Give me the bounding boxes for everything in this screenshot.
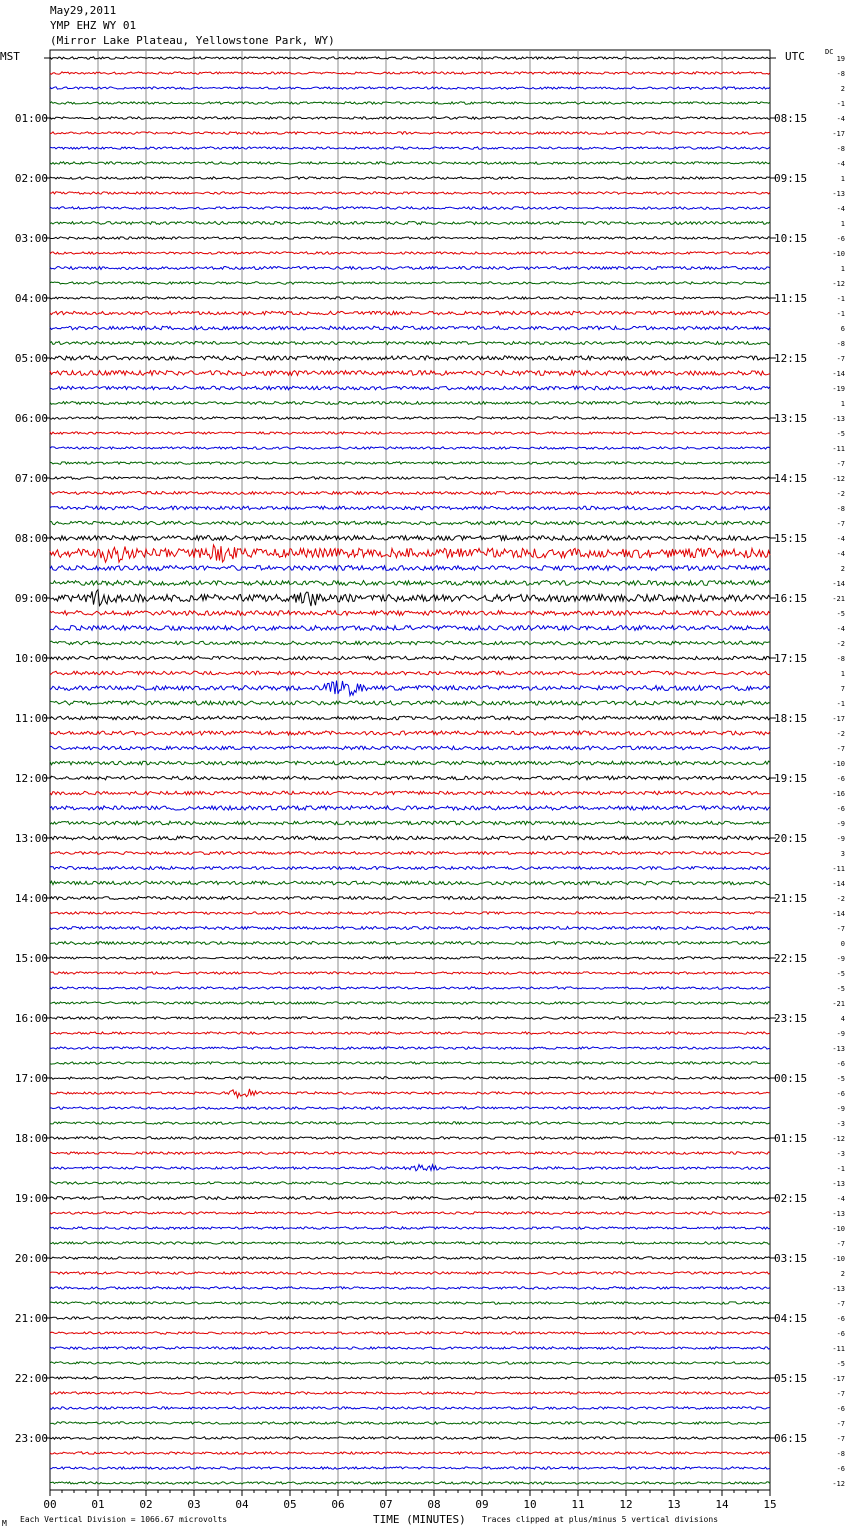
trace-line xyxy=(50,477,770,479)
mst-hour-label: 16:00 xyxy=(14,1012,48,1025)
trace-line xyxy=(50,282,770,284)
trace-line xyxy=(50,417,770,419)
dc-offset-label: -19 xyxy=(832,385,845,393)
dc-offset-label: 1 xyxy=(840,265,845,273)
dc-offset-label: -21 xyxy=(832,1000,845,1008)
footer-mark: M xyxy=(2,1519,7,1528)
utc-hour-label: 14:15 xyxy=(774,472,808,485)
dc-offset-label: -3 xyxy=(836,1120,845,1128)
mst-hour-label: 19:00 xyxy=(14,1192,48,1205)
trace-line xyxy=(50,72,770,74)
dc-offset-label: -12 xyxy=(832,1480,845,1488)
dc-offset-label: -5 xyxy=(836,610,845,618)
x-tick-label: 07 xyxy=(379,1498,393,1511)
dc-offset-label: -7 xyxy=(836,1390,845,1398)
dc-offset-label: -11 xyxy=(832,445,845,453)
trace-line xyxy=(50,177,770,179)
dc-offset-label: -4 xyxy=(836,550,845,558)
trace-line xyxy=(50,1137,770,1139)
trace-line xyxy=(50,1032,770,1034)
dc-offset-label: -10 xyxy=(832,1225,845,1233)
dc-offset-label: -6 xyxy=(836,775,845,783)
mst-hour-label: 20:00 xyxy=(14,1252,48,1265)
dc-offset-label: -2 xyxy=(836,490,845,498)
trace-line xyxy=(50,237,770,239)
trace-line xyxy=(50,1302,770,1304)
trace-line xyxy=(50,147,770,149)
trace-line xyxy=(50,852,770,855)
x-tick-label: 13 xyxy=(667,1498,681,1511)
dc-offset-label: -7 xyxy=(836,355,845,363)
trace-line xyxy=(50,1377,770,1379)
dc-offset-label: -14 xyxy=(832,910,845,918)
trace-line xyxy=(50,1452,770,1454)
dc-offset-label: -6 xyxy=(836,805,845,813)
dc-offset-label: -4 xyxy=(836,535,845,543)
dc-offset-label: -14 xyxy=(832,580,845,588)
dc-offset-label: -4 xyxy=(836,115,845,123)
utc-hour-label: 20:15 xyxy=(774,832,808,845)
trace-line xyxy=(50,611,770,616)
trace-line xyxy=(50,297,770,299)
trace-line xyxy=(50,566,770,571)
dc-offset-label: -6 xyxy=(836,1465,845,1473)
trace-line xyxy=(50,716,770,720)
trace-line xyxy=(50,581,770,586)
trace-line xyxy=(50,371,770,376)
utc-hour-label: 16:15 xyxy=(774,592,808,605)
trace-line xyxy=(50,806,770,810)
trace-line xyxy=(50,402,770,405)
trace-line xyxy=(50,867,770,870)
trace-line xyxy=(50,222,770,225)
trace-line xyxy=(50,590,770,606)
utc-hour-label: 12:15 xyxy=(774,352,808,365)
mst-hour-label: 04:00 xyxy=(14,292,48,305)
trace-line xyxy=(50,671,770,675)
trace-line xyxy=(50,821,770,825)
dc-offset-label: -13 xyxy=(832,1210,845,1218)
utc-hour-label: 00:15 xyxy=(774,1072,808,1085)
trace-line xyxy=(50,626,770,631)
trace-line xyxy=(50,1182,770,1184)
trace-line xyxy=(50,1089,770,1098)
dc-offset-label: 2 xyxy=(840,565,845,573)
mst-hour-label: 02:00 xyxy=(14,172,48,185)
x-tick-label: 05 xyxy=(283,1498,297,1511)
utc-axis-label: UTC xyxy=(785,50,805,63)
trace-line xyxy=(50,836,770,840)
dc-offset-label: -8 xyxy=(836,1450,845,1458)
dc-offset-label: -5 xyxy=(836,430,845,438)
dc-offset-label: -8 xyxy=(836,340,845,348)
dc-offset-label: -2 xyxy=(836,640,845,648)
dc-offset-label: -5 xyxy=(836,1360,845,1368)
trace-line xyxy=(50,1287,770,1289)
trace-line xyxy=(50,57,770,59)
trace-line xyxy=(50,731,770,735)
dc-offset-label: -12 xyxy=(832,475,845,483)
mst-hour-label: 18:00 xyxy=(14,1132,48,1145)
dc-offset-label: -6 xyxy=(836,1090,845,1098)
dc-offset-label: -5 xyxy=(836,970,845,978)
dc-offset-label: -12 xyxy=(832,280,845,288)
trace-line xyxy=(50,1362,770,1364)
x-tick-label: 01 xyxy=(91,1498,105,1511)
utc-hour-label: 23:15 xyxy=(774,1012,808,1025)
dc-offset-label: -4 xyxy=(836,1195,845,1203)
trace-line xyxy=(50,1347,770,1349)
x-tick-label: 11 xyxy=(571,1498,585,1511)
trace-line xyxy=(50,102,770,104)
plot-date: May29,2011 xyxy=(50,4,117,17)
utc-hour-label: 01:15 xyxy=(774,1132,808,1145)
x-tick-label: 06 xyxy=(331,1498,345,1511)
dc-axis-label: DC xyxy=(825,48,834,56)
mst-hour-label: 17:00 xyxy=(14,1072,48,1085)
dc-offset-label: -8 xyxy=(836,145,845,153)
mst-hour-label: 21:00 xyxy=(14,1312,48,1325)
dc-offset-label: -9 xyxy=(836,955,845,963)
x-tick-label: 00 xyxy=(43,1498,57,1511)
x-tick-label: 02 xyxy=(139,1498,153,1511)
dc-offset-label: -9 xyxy=(836,835,845,843)
dc-offset-label: -6 xyxy=(836,1315,845,1323)
trace-line xyxy=(50,1272,770,1274)
dc-offset-label: -9 xyxy=(836,820,845,828)
trace-line xyxy=(50,681,770,696)
trace-line xyxy=(50,656,770,660)
trace-line xyxy=(50,1047,770,1049)
trace-line xyxy=(50,536,770,541)
trace-line xyxy=(50,545,770,562)
mst-hour-label: 06:00 xyxy=(14,412,48,425)
utc-hour-label: 02:15 xyxy=(774,1192,808,1205)
dc-offset-label: -1 xyxy=(836,100,845,108)
dc-offset-label: -2 xyxy=(836,895,845,903)
dc-offset-label: -6 xyxy=(836,1330,845,1338)
trace-line xyxy=(50,1392,770,1394)
dc-offset-label: -13 xyxy=(832,190,845,198)
trace-line xyxy=(50,386,770,390)
utc-hour-label: 05:15 xyxy=(774,1372,808,1385)
trace-line xyxy=(50,957,770,959)
utc-hour-label: 09:15 xyxy=(774,172,808,185)
dc-offset-label: -6 xyxy=(836,1405,845,1413)
utc-hour-label: 06:15 xyxy=(774,1432,808,1445)
dc-offset-label: -10 xyxy=(832,760,845,768)
dc-offset-label: -14 xyxy=(832,880,845,888)
mst-hour-label: 11:00 xyxy=(14,712,48,725)
utc-hour-label: 10:15 xyxy=(774,232,808,245)
mst-hour-label: 22:00 xyxy=(14,1372,48,1385)
dc-offset-label: -13 xyxy=(832,1180,845,1188)
trace-line xyxy=(50,462,770,464)
x-tick-label: 14 xyxy=(715,1498,729,1511)
dc-offset-label: -9 xyxy=(836,1030,845,1038)
dc-offset-label: 1 xyxy=(840,400,845,408)
trace-line xyxy=(50,252,770,254)
trace-line xyxy=(50,356,770,360)
dc-offset-label: -7 xyxy=(836,1300,845,1308)
dc-offset-label: -13 xyxy=(832,415,845,423)
dc-offset-label: -1 xyxy=(836,700,845,708)
dc-offset-label: -1 xyxy=(836,295,845,303)
dc-offset-label: -4 xyxy=(836,160,845,168)
trace-line xyxy=(50,1437,770,1439)
trace-line xyxy=(50,132,770,134)
mst-axis-label: MST xyxy=(0,50,20,63)
x-tick-label: 08 xyxy=(427,1498,441,1511)
trace-line xyxy=(50,192,770,194)
mst-hour-label: 09:00 xyxy=(14,592,48,605)
dc-offset-label: 1 xyxy=(840,670,845,678)
trace-line xyxy=(50,447,770,449)
trace-line xyxy=(50,1062,770,1064)
trace-line xyxy=(50,506,770,510)
dc-offset-label: 2 xyxy=(840,1270,845,1278)
dc-offset-label: 19 xyxy=(836,55,845,63)
dc-offset-label: -12 xyxy=(832,1135,845,1143)
station-location: (Mirror Lake Plateau, Yellowstone Park, WY) xyxy=(50,34,335,47)
trace-line xyxy=(50,1002,770,1004)
dc-offset-label: -7 xyxy=(836,1240,845,1248)
dc-offset-label: -16 xyxy=(832,790,845,798)
trace-line xyxy=(50,701,770,705)
utc-hour-label: 17:15 xyxy=(774,652,808,665)
utc-hour-label: 03:15 xyxy=(774,1252,808,1265)
station-code: YMP EHZ WY 01 xyxy=(50,19,137,32)
utc-hour-label: 18:15 xyxy=(774,712,808,725)
trace-line xyxy=(50,1212,770,1214)
dc-offset-label: -13 xyxy=(832,1045,845,1053)
dc-offset-label: -8 xyxy=(836,70,845,78)
trace-line xyxy=(50,1227,770,1229)
clipping-note: Traces clipped at plus/minus 5 vertical divisions xyxy=(482,1515,719,1524)
dc-offset-label: -1 xyxy=(836,310,845,318)
dc-offset-label: -8 xyxy=(836,505,845,513)
trace-line xyxy=(50,326,770,330)
dc-offset-label: -4 xyxy=(836,625,845,633)
dc-offset-label: -9 xyxy=(836,1105,845,1113)
dc-offset-label: -5 xyxy=(836,985,845,993)
dc-offset-label: -2 xyxy=(836,730,845,738)
mst-hour-label: 01:00 xyxy=(14,112,48,125)
mst-hour-label: 10:00 xyxy=(14,652,48,665)
mst-hour-label: 03:00 xyxy=(14,232,48,245)
trace-line xyxy=(50,761,770,765)
dc-offset-label: -6 xyxy=(836,235,845,243)
utc-hour-label: 22:15 xyxy=(774,952,808,965)
trace-line xyxy=(50,791,770,795)
utc-hour-label: 04:15 xyxy=(774,1312,808,1325)
mst-hour-label: 23:00 xyxy=(14,1432,48,1445)
dc-offset-label: -7 xyxy=(836,520,845,528)
dc-offset-label: -11 xyxy=(832,865,845,873)
trace-line xyxy=(50,972,770,974)
mst-hour-label: 13:00 xyxy=(14,832,48,845)
trace-line xyxy=(50,927,770,930)
x-tick-label: 10 xyxy=(523,1498,537,1511)
x-tick-label: 04 xyxy=(235,1498,249,1511)
trace-line xyxy=(50,1467,770,1469)
mst-hour-label: 07:00 xyxy=(14,472,48,485)
dc-offset-label: -11 xyxy=(832,1345,845,1353)
x-tick-label: 03 xyxy=(187,1498,201,1511)
dc-offset-label: -17 xyxy=(832,715,845,723)
utc-hour-label: 11:15 xyxy=(774,292,808,305)
dc-offset-label: -5 xyxy=(836,1075,845,1083)
trace-line xyxy=(50,1107,770,1109)
dc-offset-label: -4 xyxy=(836,205,845,213)
dc-offset-label: 1 xyxy=(840,175,845,183)
dc-offset-label: -8 xyxy=(836,655,845,663)
dc-offset-label: -13 xyxy=(832,1285,845,1293)
utc-hour-label: 13:15 xyxy=(774,412,808,425)
plot-frame xyxy=(50,50,770,1490)
dc-offset-label: -7 xyxy=(836,1420,845,1428)
x-axis-title: TIME (MINUTES) xyxy=(373,1513,466,1526)
trace-line xyxy=(50,1197,770,1200)
x-tick-label: 12 xyxy=(619,1498,633,1511)
mst-hour-label: 12:00 xyxy=(14,772,48,785)
x-tick-label: 09 xyxy=(475,1498,489,1511)
trace-line xyxy=(50,641,770,645)
trace-line xyxy=(50,746,770,750)
dc-offset-label: 4 xyxy=(840,1015,845,1023)
utc-hour-label: 08:15 xyxy=(774,112,808,125)
trace-line xyxy=(50,1165,770,1171)
trace-line xyxy=(50,207,770,209)
utc-hour-label: 15:15 xyxy=(774,532,808,545)
dc-offset-label: -6 xyxy=(836,1060,845,1068)
trace-line xyxy=(50,1482,770,1484)
dc-offset-label: 0 xyxy=(840,940,845,948)
trace-line xyxy=(50,987,770,989)
trace-line xyxy=(50,492,770,495)
trace-line xyxy=(50,776,770,780)
trace-line xyxy=(50,1242,770,1244)
trace-line xyxy=(50,87,770,89)
trace-line xyxy=(50,1422,770,1424)
dc-offset-label: -21 xyxy=(832,595,845,603)
trace-line xyxy=(50,1077,770,1079)
trace-line xyxy=(50,432,770,434)
trace-line xyxy=(50,1122,770,1124)
dc-offset-label: 6 xyxy=(840,325,845,333)
dc-offset-label: -17 xyxy=(832,130,845,138)
trace-line xyxy=(50,942,770,945)
mst-hour-label: 14:00 xyxy=(14,892,48,905)
dc-offset-label: 3 xyxy=(840,850,845,858)
trace-line xyxy=(50,342,770,345)
x-tick-label: 15 xyxy=(763,1498,777,1511)
dc-offset-label: -1 xyxy=(836,1165,845,1173)
mst-hour-label: 05:00 xyxy=(14,352,48,365)
mst-hour-label: 15:00 xyxy=(14,952,48,965)
trace-line xyxy=(50,1332,770,1334)
dc-offset-label: -10 xyxy=(832,1255,845,1263)
trace-line xyxy=(50,897,770,900)
dc-offset-label: -14 xyxy=(832,370,845,378)
trace-line xyxy=(50,521,770,525)
trace-line xyxy=(50,311,770,315)
vertical-division-note: Each Vertical Division = 1066.67 microvolts xyxy=(20,1515,228,1524)
trace-line xyxy=(50,1407,770,1409)
trace-line xyxy=(50,267,770,270)
dc-offset-label: 2 xyxy=(840,85,845,93)
dc-offset-label: -7 xyxy=(836,460,845,468)
trace-line xyxy=(50,912,770,914)
trace-line xyxy=(50,881,770,885)
dc-offset-label: -7 xyxy=(836,925,845,933)
dc-offset-label: -17 xyxy=(832,1375,845,1383)
dc-offset-label: 1 xyxy=(840,220,845,228)
trace-line xyxy=(50,1257,770,1259)
utc-hour-label: 19:15 xyxy=(774,772,808,785)
dc-offset-label: 7 xyxy=(840,685,845,693)
dc-offset-label: -10 xyxy=(832,250,845,258)
trace-line xyxy=(50,1152,770,1154)
dc-offset-label: -3 xyxy=(836,1150,845,1158)
trace-line xyxy=(50,1317,770,1319)
utc-hour-label: 21:15 xyxy=(774,892,808,905)
mst-hour-label: 08:00 xyxy=(14,532,48,545)
dc-offset-label: -7 xyxy=(836,745,845,753)
trace-line xyxy=(50,162,770,164)
trace-line xyxy=(50,1017,770,1019)
dc-offset-label: -7 xyxy=(836,1435,845,1443)
trace-line xyxy=(50,117,770,119)
